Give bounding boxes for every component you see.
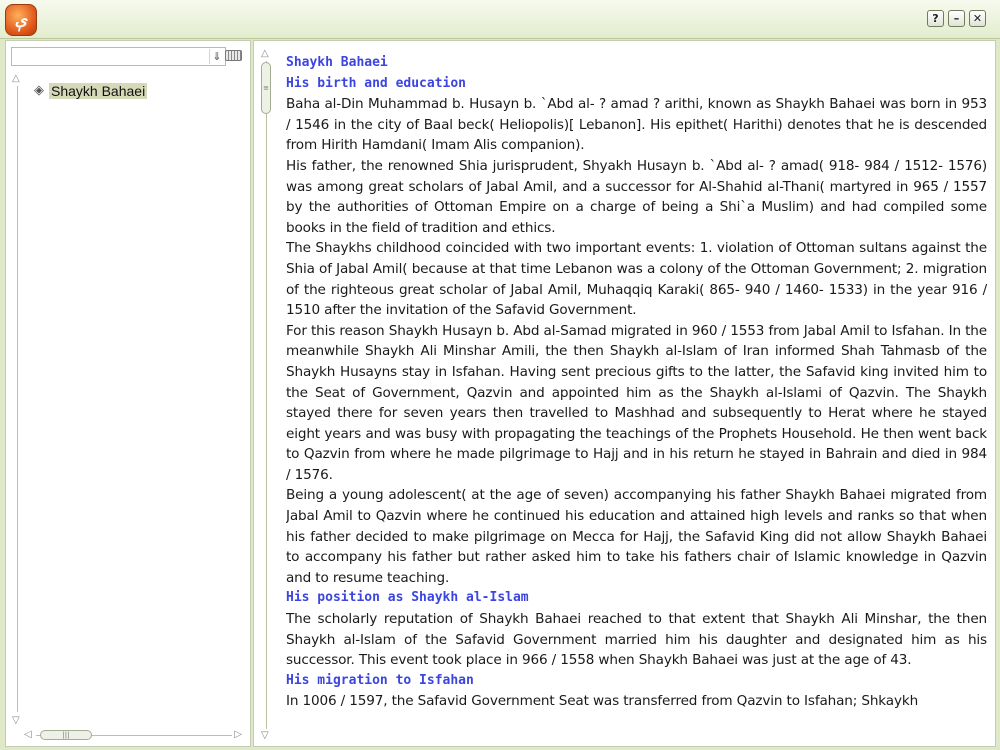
- scroll-up-icon[interactable]: △: [12, 73, 20, 84]
- book-icon: ◈: [34, 83, 44, 98]
- scroll-thumb[interactable]: ≡: [261, 62, 271, 114]
- close-button[interactable]: ✕: [969, 10, 986, 27]
- section-heading: His birth and education: [286, 75, 467, 91]
- minimize-button[interactable]: –: [948, 10, 965, 27]
- search-input[interactable]: [14, 49, 204, 64]
- content-vertical-scrollbar[interactable]: [259, 49, 273, 741]
- paragraph: In 1006 / 1597, the Safavid Government Seat was transferred from Qazvin to Isfahan; Shkaykh: [286, 693, 919, 710]
- content-panel: [253, 40, 996, 747]
- title-bar: [0, 0, 1000, 39]
- scroll-down-icon[interactable]: ▽: [12, 715, 20, 726]
- search-box: [11, 47, 226, 66]
- paragraph: His father, the renowned Shia jurisprudent, Shyakh Husayn b. `Abd al- ? amad( 918- 984 / 1512- 1576) was among great scholars of Jabal Amil, and a successor for Al-Shahid al-Thani( martyred in 965 / 1557 by the authorities of Ottoman Empire on a charge of being a Shi`a Muslim) and had compiled some books in the field of tradition and ethics.: [286, 157, 987, 236]
- tree-vertical-scrollbar[interactable]: [12, 74, 24, 726]
- scroll-thumb[interactable]: |||: [40, 730, 92, 740]
- tree-item-label: Shaykh Bahaei: [51, 82, 146, 99]
- scroll-track[interactable]: [17, 86, 18, 712]
- article-title: Shaykh Bahaei: [286, 55, 388, 70]
- help-button[interactable]: ?: [927, 10, 944, 27]
- tree-horizontal-scrollbar[interactable]: [24, 728, 242, 742]
- article-body: [286, 53, 987, 743]
- scroll-right-icon[interactable]: ▷: [234, 729, 242, 740]
- keyboard-icon[interactable]: [225, 50, 242, 61]
- paragraph: Baha al-Din Muhammad b. Husayn b. `Abd al- ? amad ? arithi, known as Shaykh Bahaei was born in 953 / 1546 in the city of Baal beck( Heliopolis)[ Lebanon]. His epithet( Harithi) denotes that he is descended from Hirith Hamdani( Imam Alis companion).: [286, 96, 987, 154]
- sidebar-panel: [5, 40, 251, 747]
- paragraph: The Shaykhs childhood coincided with two important events: 1. violation of Ottoman sultans against the Shia of Jabal Amil( because at that time Lebanon was a colony of the Ottoman Government; 2. migration of the righteous great scholar of Jabal Amil, Muhaqqiq Karaki( 865- 940 / 1460- 1533) in the year 916 / 1510 after the invitation of the Safavid Government.: [286, 240, 987, 319]
- paragraph: Being a young adolescent( at the age of seven) accompanying his father Shaykh Bahaei migrated from Jabal Amil to Qazvin where he continued his education and attained high levels and ranks so that when his father decided to make pilgrimage on Mecca for Hajj, the Safavid King did not allow Shaykh Bahaei to accompany his father but rather asked him to take his fathers chair of Islamic knowledge in Qazvin and to resume teaching.: [286, 487, 987, 586]
- tree-item-shaykh-bahaei[interactable]: [34, 81, 147, 100]
- section-heading: His position as Shaykh al-Islam: [286, 590, 529, 606]
- scroll-down-icon[interactable]: ▽: [261, 730, 269, 741]
- paragraph: The scholarly reputation of Shaykh Bahaei reached to that extent that Shaykh Ali Minshar, the then Shaykh al-Islam of the Safavid Government married him his daughter and designated him as his successor. This event took place in 966 / 1558 when Shaykh Bahaei was just at the age of 43.: [286, 611, 987, 669]
- app-logo-icon[interactable]: ې: [5, 4, 37, 36]
- section-heading: His migration to Isfahan: [286, 672, 474, 688]
- paragraph: For this reason Shaykh Husayn b. Abd al-Samad migrated in 960 / 1553 from Jabal Amil to Isfahan. In the meanwhile Shaykh Ali Minshar Amili, the then Shaykh al-Islam of Iran informed Shah Tahmasb of the Shaykh Husayns stay in Isfahan. Having sent precious gifts to the latter, the Safavid king invited him to the Seat of Government, Qazvin and appointed him as the Shaykh al-Islami of Qazvin. The Shaykh stayed there for seven years then travelled to Mashhad and subsequently to Herat where he stayed eight years and was busy with propagating the teachings of the Prophets Household. He then went back to Qazvin from where he made pilgrimage to Hajj and in his return he stayed in Bahrain and died in 984 / 1576.: [286, 322, 987, 483]
- search-go-icon[interactable]: ⇓: [209, 49, 224, 64]
- scroll-track[interactable]: [266, 61, 267, 729]
- scroll-up-icon[interactable]: △: [261, 48, 269, 59]
- scroll-left-icon[interactable]: ◁: [24, 729, 32, 740]
